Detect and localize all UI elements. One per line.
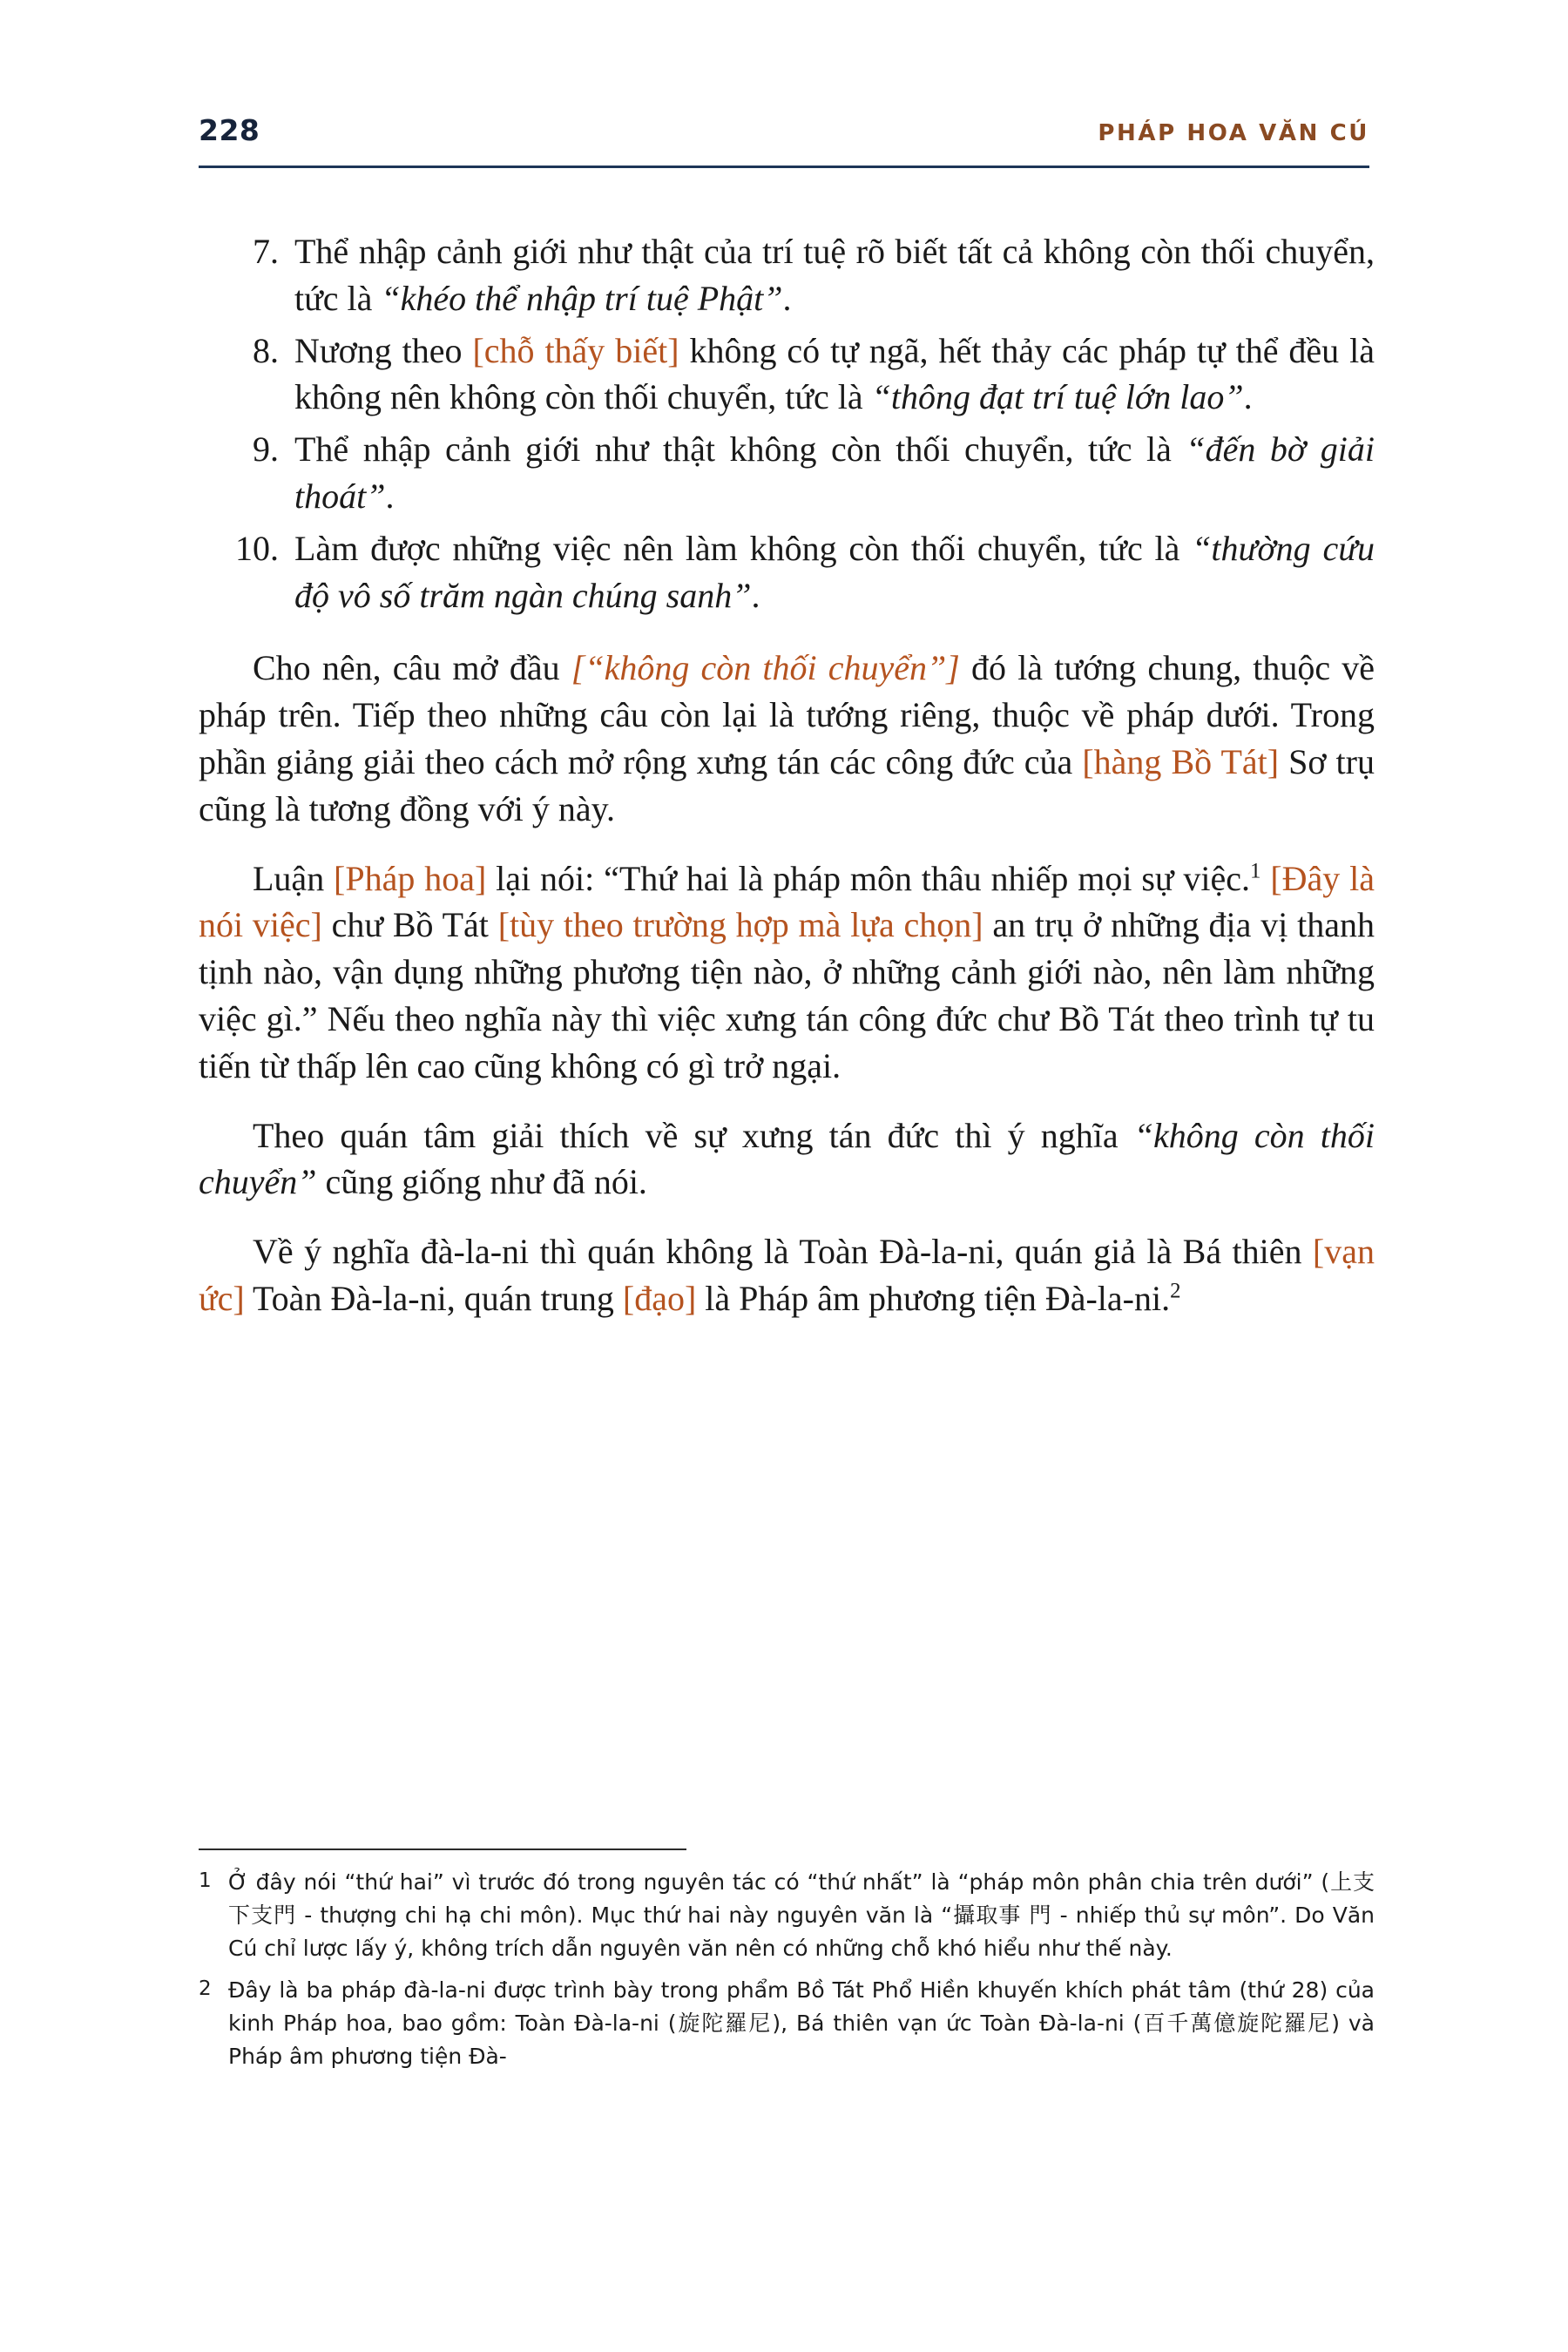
list-item-quote: “khéo thể nhập trí tuệ Phật” — [381, 278, 783, 318]
list-item — [199, 228, 1375, 322]
p4-editorial-insert-2: [đạo] — [622, 1278, 697, 1318]
p1-editorial-insert-2: [hàng Bồ Tát] — [1082, 741, 1280, 781]
p3-text-b: cũng giống như đã nói. — [316, 1162, 647, 1202]
list-item-number: 9. — [253, 429, 279, 470]
p3-text-a: Theo quán tâm giải thích về sự xưng tán đức thì ý nghĩa — [253, 1115, 1134, 1155]
p1-text-c: Sơ trụ cũng là tương đồng với ý này. — [199, 741, 1375, 828]
p2-text-e: an trụ ở những địa vị thanh tịnh nào, vận dụng những phương tiện nào, ở những cảnh giới nào, nên làm những việc gì.” Nếu theo nghĩa này thì việc xưng tán công đức chư Bồ Tát theo trình tự tu tiến từ thấp lên cao cũng không có gì trở ngại. — [199, 905, 1375, 1085]
page-body — [199, 228, 1375, 1322]
paragraph-3 — [199, 1112, 1375, 1206]
footnote-marker: 1 — [199, 1869, 212, 1892]
footnote-1 — [199, 1866, 1375, 1965]
p2-text-b: lại nói: “Thứ hai là pháp môn thâu nhiếp mọi sự việc. — [486, 858, 1251, 898]
p2-editorial-insert-3: [tùy theo trường hợp mà lựa chọn] — [497, 905, 983, 945]
list-item-text-a: Nương theo — [294, 330, 473, 370]
list-item — [199, 426, 1375, 520]
page-header — [199, 113, 1369, 147]
footnote-ref-1[interactable]: 1 — [1250, 859, 1261, 883]
list-item-text-b: . — [385, 476, 395, 516]
list-item-text-b: . — [751, 575, 760, 615]
p2-text-c — [1260, 859, 1270, 898]
page-number: 228 — [199, 113, 260, 147]
footnote-2 — [199, 1974, 1375, 2073]
footnote-marker: 2 — [199, 1977, 212, 2000]
p2-text-d: chư Bồ Tát — [321, 905, 498, 945]
footnote-text: Đây là ba pháp đà-la-ni được trình bày trong phẩm Bồ Tát Phổ Hiền khuyến khích phát tâm (thứ 28) của kinh Pháp hoa, bao gồm: Toàn Đà-la-ni (旋陀羅尼), Bá thiên vạn ức Toàn Đà-la-ni (百千萬億旋陀羅尼) và Pháp âm phương tiện Đà- — [228, 1977, 1375, 2069]
p1-text-a: Cho nên, câu mở đầu — [253, 648, 571, 688]
list-item-number: 7. — [253, 232, 279, 271]
list-item-quote: “thông đạt trí tuệ lớn lao” — [871, 377, 1244, 417]
list-item-number: 8. — [253, 330, 279, 370]
list-item-quote: “thường cứu độ vô số trăm ngàn chúng sanh” — [294, 528, 1375, 615]
header-divider — [199, 166, 1369, 168]
list-item — [199, 328, 1375, 422]
list-item-number: 10. — [235, 528, 279, 568]
p4-text-b: Toàn Đà-la-ni, quán trung — [244, 1278, 623, 1318]
paragraph-2 — [199, 855, 1375, 1090]
footnote-ref-2[interactable]: 2 — [1170, 1279, 1181, 1303]
list-item-text-c: . — [1243, 377, 1253, 417]
p4-text-c: là Pháp âm phương tiện Đà-la-ni. — [696, 1278, 1171, 1318]
list-item-text-b: . — [782, 278, 792, 318]
p2-editorial-insert-1: [Pháp hoa] — [334, 858, 487, 898]
list-item-text-a: Thể nhập cảnh giới như thật không còn thối chuyển, tức là — [294, 429, 1186, 470]
list-item — [199, 525, 1375, 619]
paragraph-1 — [199, 645, 1375, 832]
list-item-text-a: Làm được những việc nên làm không còn thối chuyển, tức là — [294, 528, 1193, 568]
list-item-text-a: Thể nhập cảnh giới như thật của trí tuệ rõ biết tất cả không còn thối chuyển, tức là — [294, 232, 1375, 318]
footnote-area — [199, 1866, 1375, 2082]
list-item-quote: “đến bờ giải thoát” — [294, 429, 1375, 516]
list-item-text-b: không có tự ngã, hết thảy các pháp tự thể đều là không nên không còn thối chuyển, tức là — [294, 330, 1375, 417]
numbered-list — [199, 228, 1375, 618]
p3-quote: “không còn thối chuyển” — [199, 1115, 1375, 1202]
paragraph-4 — [199, 1228, 1375, 1322]
p4-editorial-insert-1: [vạn ức] — [199, 1232, 1375, 1318]
p1-text-b: đó là tướng chung, thuộc về pháp trên. Tiếp theo những câu còn lại là tướng riêng, thuộc về pháp dưới. Trong phần giảng giải theo cách mở rộng xưng tán các công đức của — [199, 648, 1375, 781]
p4-text-a: Về ý nghĩa đà-la-ni thì quán không là Toàn Đà-la-ni, quán giả là Bá thiên — [253, 1232, 1313, 1272]
footnote-divider — [199, 1848, 686, 1850]
running-title: PHÁP HOA VĂN CÚ — [1098, 120, 1369, 146]
p1-editorial-insert-quote: [“không còn thối chuyển”] — [571, 648, 960, 688]
editorial-insert: [chỗ thấy biết] — [472, 330, 679, 370]
p2-text-a: Luận — [253, 858, 335, 898]
footnote-text: Ở đây nói “thứ hai” vì trước đó trong nguyên tác có “thứ nhất” là “pháp môn phân chia trên dưới” (上支下支門 - thượng chi hạ chi môn). Mục thứ hai này nguyên văn là “攝取事 門 - nhiếp thủ sự môn”. Do Văn Cú chỉ lược lấy ý, không trích dẫn nguyên văn nên có những chỗ khó hiểu như thế này. — [228, 1869, 1375, 1961]
p2-editorial-insert-2: [Đây là nói việc] — [199, 858, 1375, 945]
